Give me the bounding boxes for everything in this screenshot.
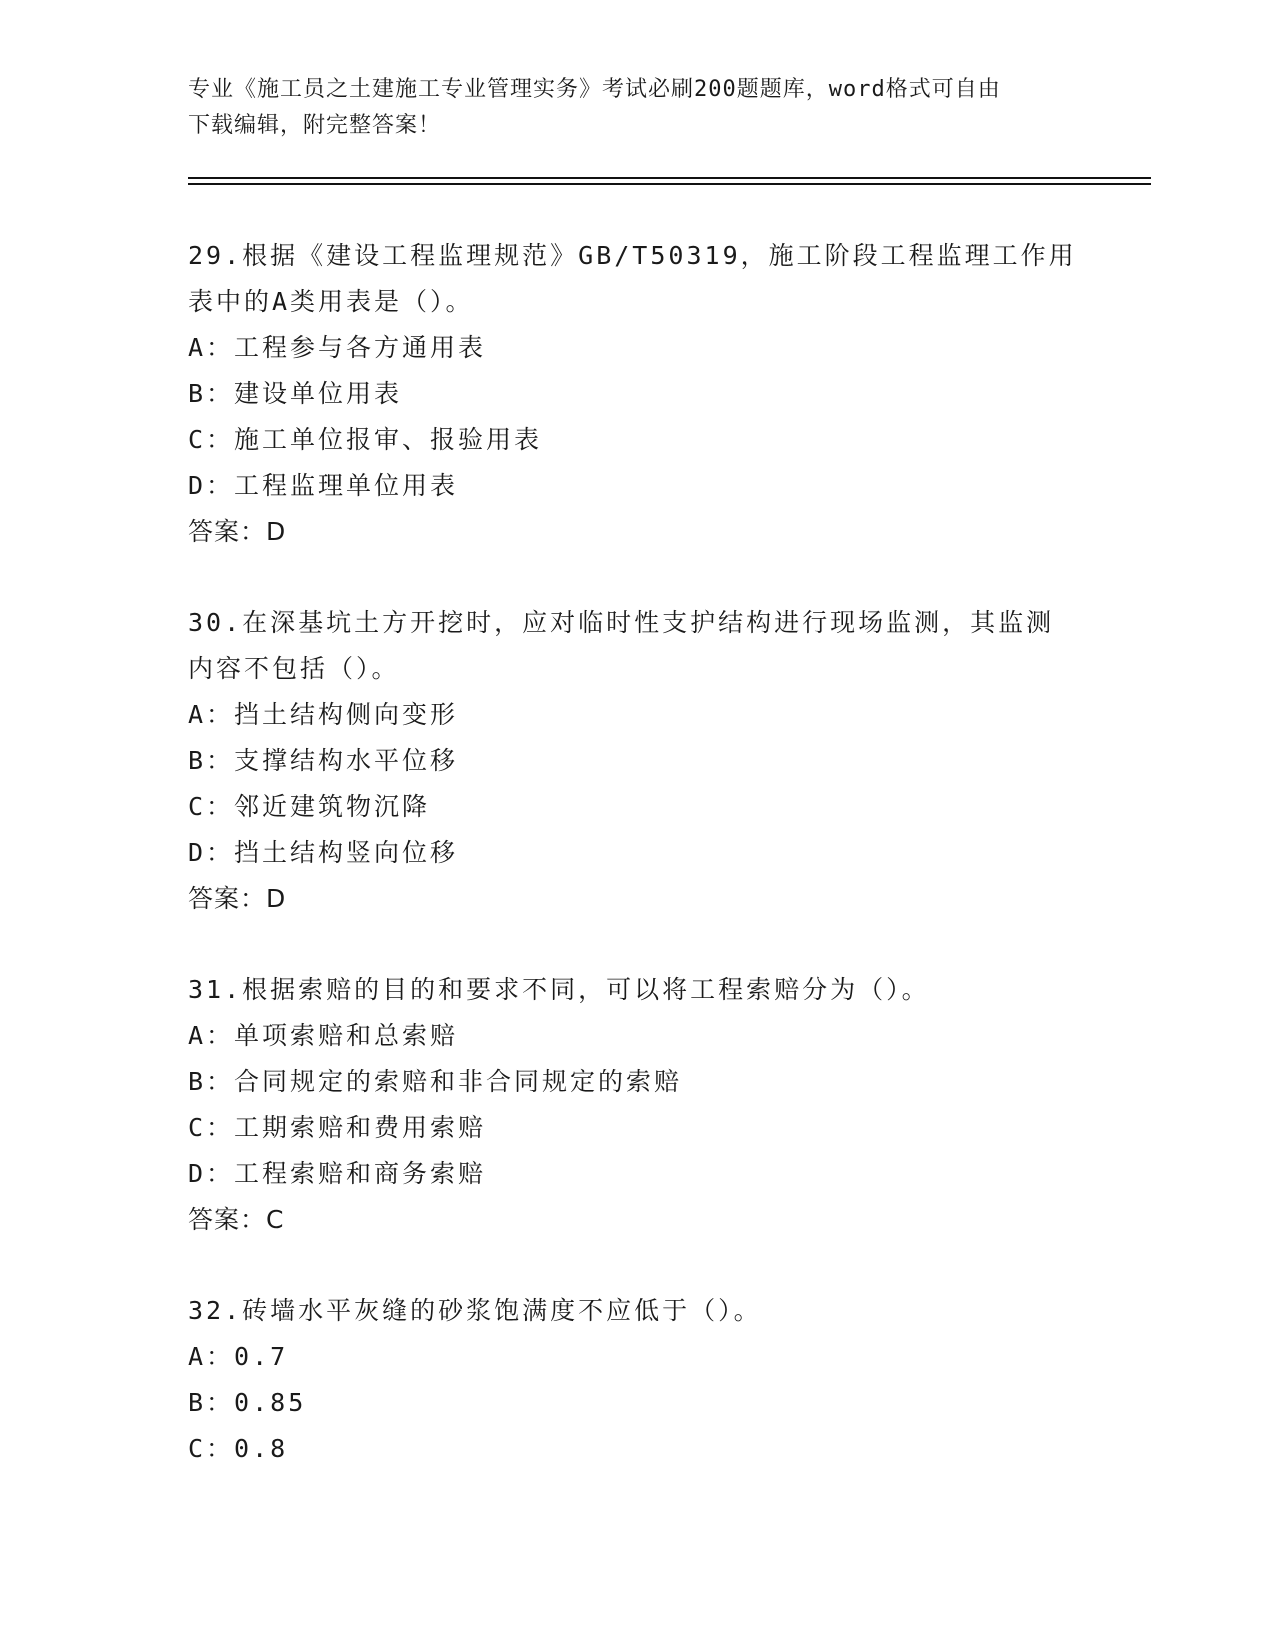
header-line-1: 专业《施工员之土建施工专业管理实务》考试必刷200题题库，word格式可自由 xyxy=(188,77,1001,102)
option-c: C：施工单位报审、报验用表 xyxy=(188,425,543,454)
option-c: C：0.8 xyxy=(188,1434,289,1463)
header-line-2: 下载编辑，附完整答案！ xyxy=(188,113,442,138)
answer: 答案：D xyxy=(188,517,287,546)
option-a: A：工程参与各方通用表 xyxy=(188,333,487,362)
question-32 xyxy=(188,1288,1088,1472)
answer: 答案：C xyxy=(188,1205,285,1234)
question-text-line: 29.根据《建设工程监理规范》GB/T50319，施工阶段工程监理工作用 xyxy=(188,241,1077,270)
option-a: A：单项索赔和总索赔 xyxy=(188,1021,459,1050)
question-text-line: 内容不包括（）。 xyxy=(188,654,400,683)
document-header xyxy=(188,72,1088,144)
option-d: D：工程索赔和商务索赔 xyxy=(188,1159,487,1188)
option-d: D：工程监理单位用表 xyxy=(188,471,459,500)
question-text-line: 32.砖墙水平灰缝的砂浆饱满度不应低于（）。 xyxy=(188,1296,762,1325)
option-b: B：支撑结构水平位移 xyxy=(188,746,459,775)
option-c: C：工期索赔和费用索赔 xyxy=(188,1113,487,1142)
question-text-line: 31.根据索赔的目的和要求不同，可以将工程索赔分为（）。 xyxy=(188,975,930,1004)
answer: 答案：D xyxy=(188,884,287,913)
question-30 xyxy=(188,600,1088,922)
question-text-line: 30.在深基坑土方开挖时，应对临时性支护结构进行现场监测，其监测 xyxy=(188,608,1055,637)
option-c: C：邻近建筑物沉降 xyxy=(188,792,431,821)
option-b: B：合同规定的索赔和非合同规定的索赔 xyxy=(188,1067,683,1096)
option-b: B：建设单位用表 xyxy=(188,379,403,408)
header-divider-bottom xyxy=(188,183,1151,185)
question-31 xyxy=(188,967,1088,1243)
header-divider-top xyxy=(188,177,1151,179)
question-29 xyxy=(188,233,1088,555)
option-a: A：挡土结构侧向变形 xyxy=(188,700,459,729)
question-text-line: 表中的A类用表是（）。 xyxy=(188,287,474,316)
option-d: D：挡土结构竖向位移 xyxy=(188,838,459,867)
option-a: A：0.7 xyxy=(188,1342,289,1371)
option-b: B：0.85 xyxy=(188,1388,307,1417)
